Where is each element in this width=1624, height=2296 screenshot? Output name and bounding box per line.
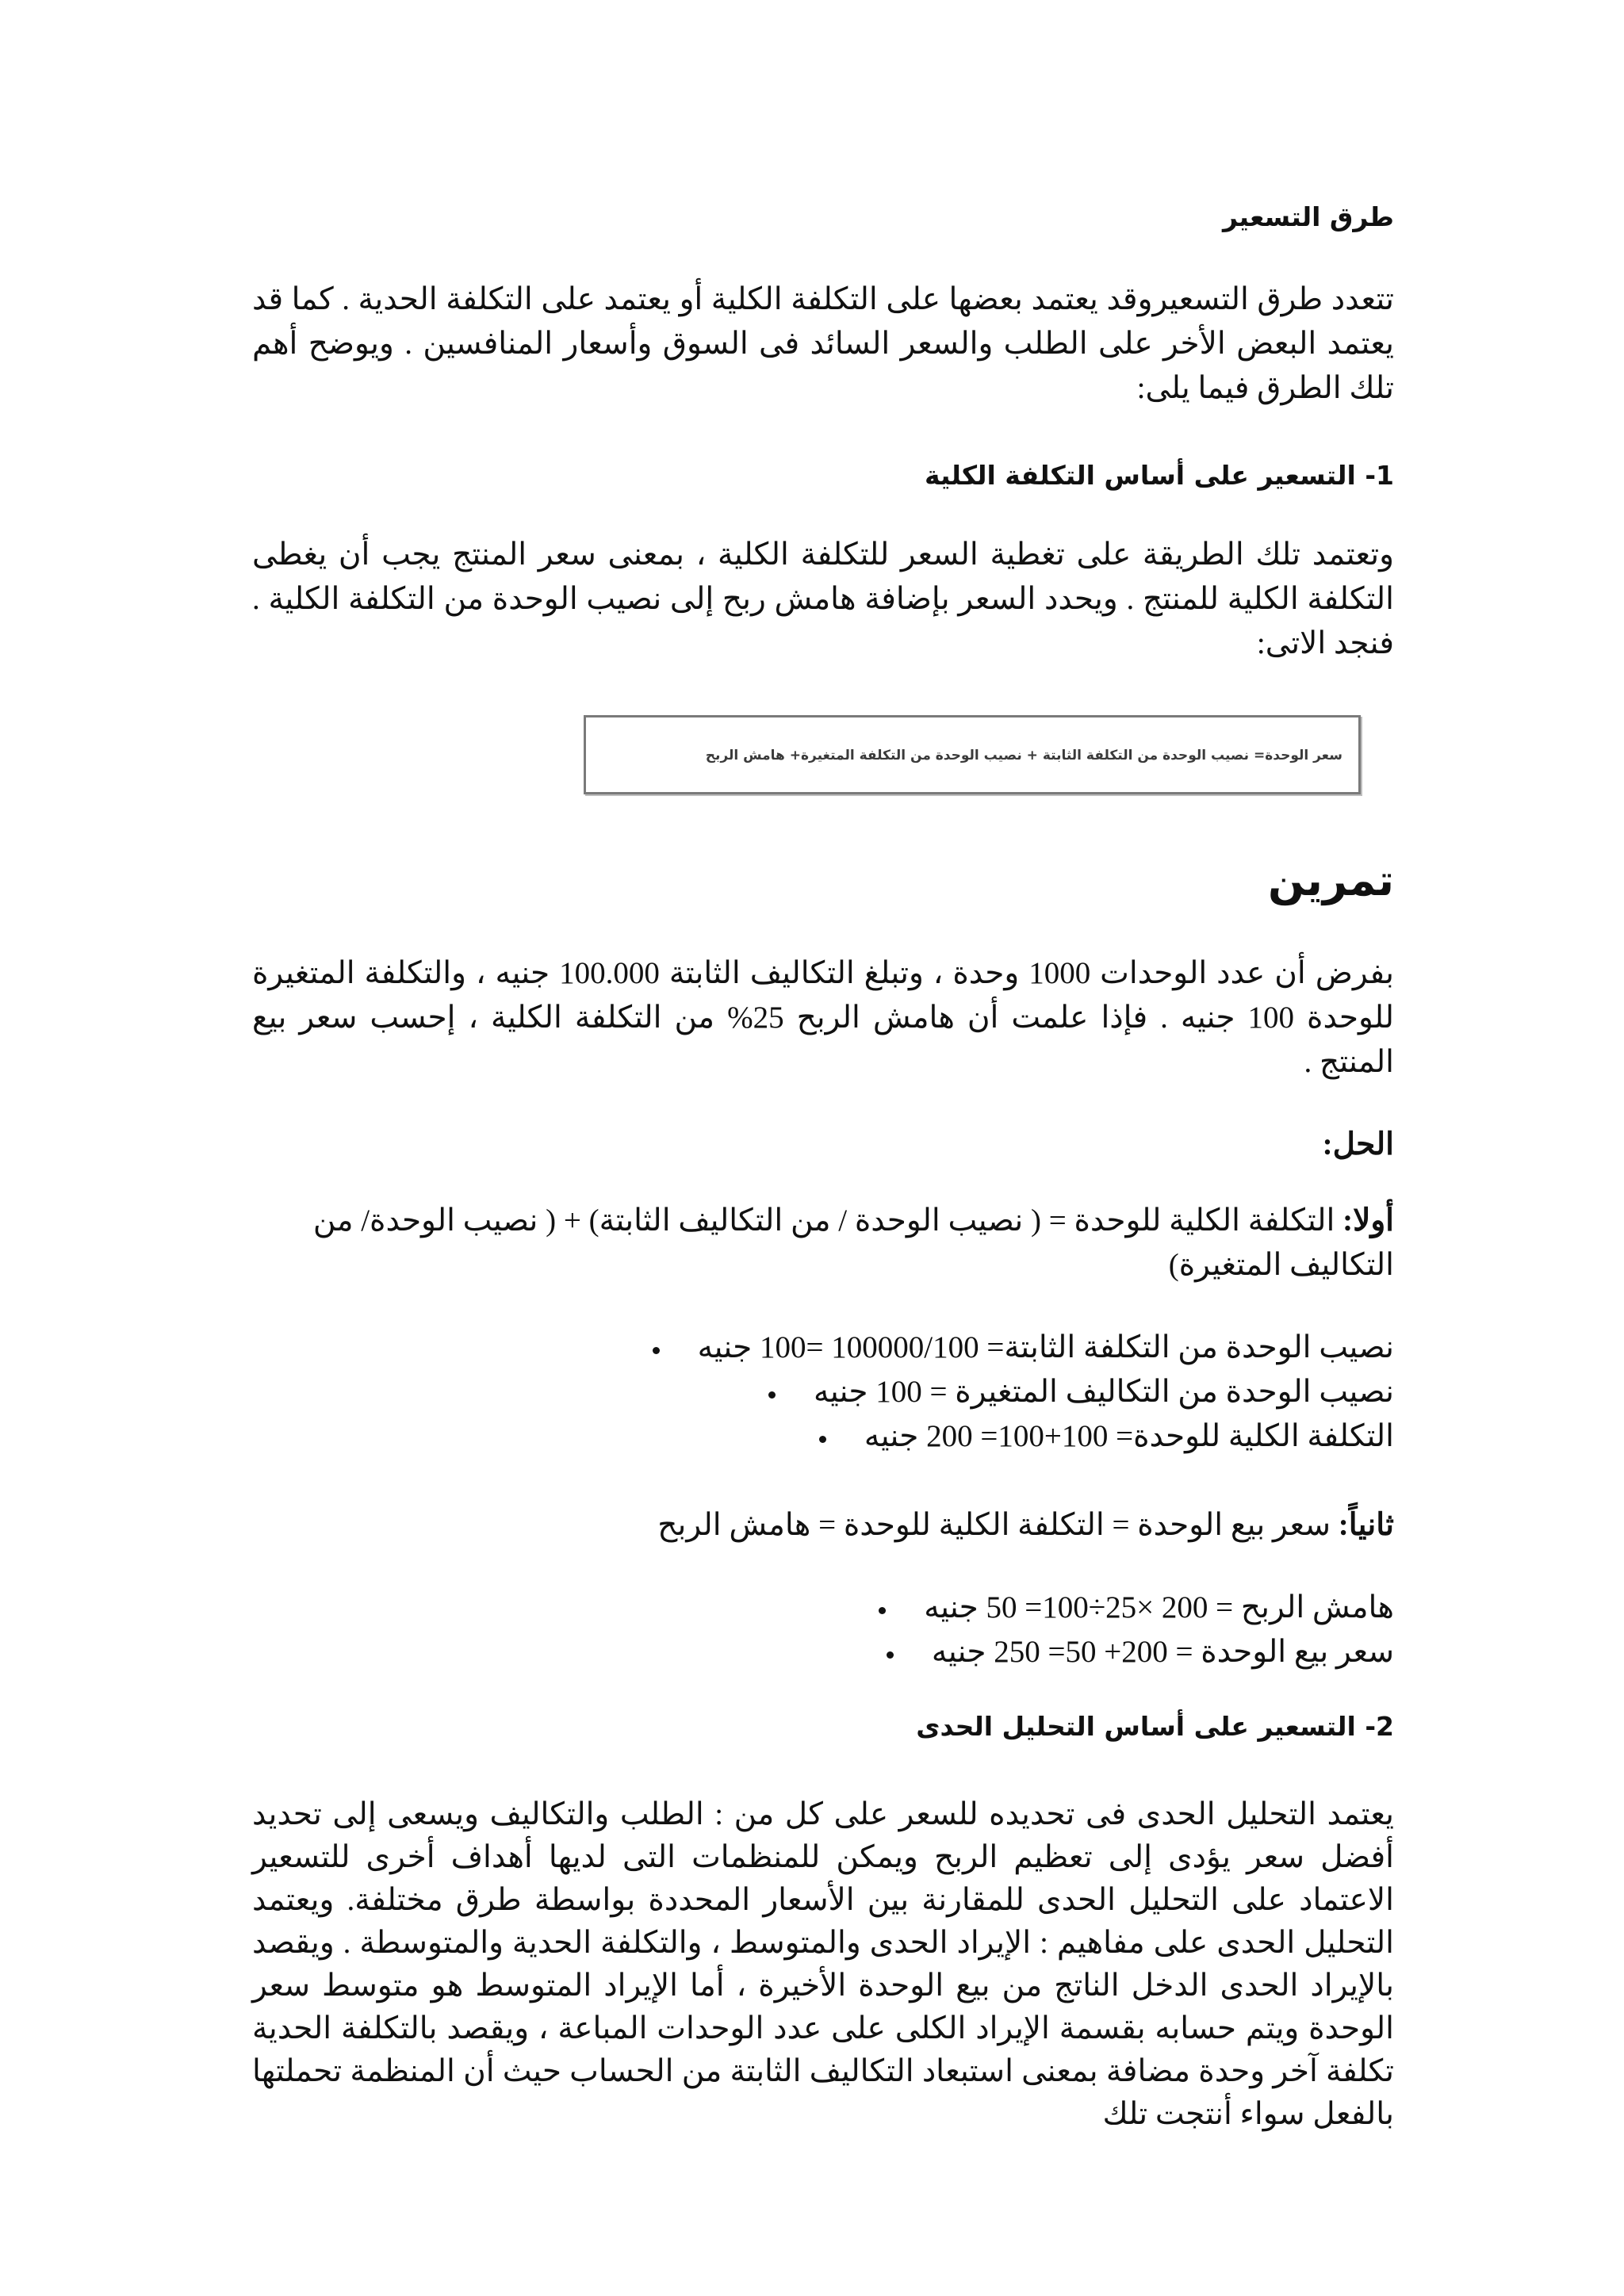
list-item-text: سعر بيع الوحدة = 200+ 50= 250 جنيه bbox=[931, 1635, 1394, 1669]
bullet-icon bbox=[653, 1347, 660, 1354]
list-item bbox=[879, 1586, 1394, 1630]
list-item bbox=[653, 1326, 1394, 1370]
second-step-paragraph bbox=[252, 1503, 1394, 1548]
first-step-label: أولا: bbox=[1342, 1203, 1394, 1238]
bullet-icon bbox=[819, 1436, 826, 1443]
list-item-text: هامش الربح = 200 ×25÷100= 50 جنيه bbox=[924, 1590, 1394, 1624]
formula-box: سعر الوحدة= نصيب الوحدة من التكلفة الثابتة + نصيب الوحدة من التكلفة المتغيرة+ هامش الربح bbox=[584, 715, 1361, 794]
second-step-label: ثانياً: bbox=[1338, 1508, 1394, 1542]
list-item-text: نصيب الوحدة من التكاليف المتغيرة = 100 جنيه bbox=[813, 1375, 1394, 1409]
bullet-icon bbox=[879, 1607, 886, 1614]
solution-label: الحل: bbox=[1322, 1127, 1394, 1161]
section1-paragraph: وتعتمد تلك الطريقة على تغطية السعر للتكلفة الكلية ، بمعنى سعر المنتج يجب أن يغطى التكلفة الكلية للمنتج . ويحدد السعر بإضافة هامش ربح إلى نصيب الوحدة من التكلفة الكلية . فنجد الاتى: bbox=[252, 538, 1394, 660]
section2-paragraph: يعتمد التحليل الحدى فى تحديده للسعر على كل من : الطلب والتكاليف ويسعى إلى تحديد أفضل سعر يؤدى إلى تعظيم الربح ويمكن للمنظمات التى لديها أهداف أخرى للتسعير الاعتماد على التحليل الحدى للمقارنة بين الأسعار المحددة بواسطة طرق مختلفة. ويعتمد التحليل الحدى على مفاهيم : الإيراد الحدى والمتوسط ، والتكلفة الحدية والمتوسطة . ويقصد بالإيراد الحدى الدخل الناتج من بيع الوحدة الأخيرة ، أما الإيراد المتوسط هو متوسط سعر الوحدة ويتم حسابه بقسمة الإيراد الكلى على عدد الوحدات المباعة ، ويقصد بالتكلفة الحدية تكلفة آخر وحدة مضافة بمعنى استبعاد التكاليف الثابتة من الحساب حيث أن المنظمة تحملتها بالفعل سواء أنتجت تلك bbox=[252, 1797, 1394, 2131]
section2-heading: 2- التسعير على أساس التحليل الحدى bbox=[916, 1711, 1394, 1742]
bullet-icon bbox=[768, 1391, 776, 1399]
first-step-paragraph bbox=[252, 1199, 1394, 1288]
first-step-text: التكلفة الكلية للوحدة = ( نصيب الوحدة / من التكاليف الثابتة) + ( نصيب الوحدة/ من التكاليف المتغيرة) bbox=[312, 1203, 1394, 1282]
intro-paragraph: تتعدد طرق التسعيروقد يعتمد بعضها على التكلفة الكلية أو يعتمد على التكلفة الحدية . كما قد يعتمد البعض الأخر على الطلب والسعر السائد فى السوق وأسعار المنافسين . ويوضح أهم تلك الطرق فيما يلى: bbox=[252, 282, 1394, 405]
list-item-text: التكلفة الكلية للوحدة= 100+100= 200 جنيه bbox=[864, 1419, 1394, 1453]
second-step-text: سعر بيع الوحدة = التكلفة الكلية للوحدة = هامش الربح bbox=[657, 1508, 1339, 1542]
list-item bbox=[887, 1630, 1394, 1674]
page-title: طرق التسعير bbox=[1223, 201, 1394, 232]
list-item-text: نصيب الوحدة من التكلفة الثابتة= 100000/100 =100 جنيه bbox=[697, 1330, 1394, 1364]
exercise-paragraph: بفرض أن عدد الوحدات 1000 وحدة ، وتبلغ التكاليف الثابتة 100.000 جنيه ، والتكلفة المتغيرة للوحدة 100 جنيه . فإذا علمت أن هامش الربح 25% من التكلفة الكلية ، إحسب سعر بيع المنتج . bbox=[252, 956, 1394, 1079]
exercise-heading: تمرين bbox=[1268, 855, 1394, 905]
bullet-icon bbox=[887, 1651, 894, 1659]
section1-heading: 1- التسعير على أساس التكلفة الكلية bbox=[924, 460, 1394, 491]
list-item bbox=[819, 1414, 1394, 1459]
list-item bbox=[768, 1370, 1394, 1414]
